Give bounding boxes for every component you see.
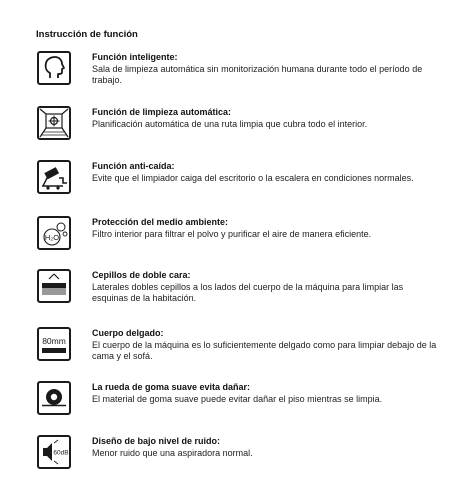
speaker-60db-icon: [37, 435, 71, 469]
feature-description: Menor ruido que una aspiradora normal.: [92, 447, 253, 458]
feature-description: Laterales dobles cepillos a los lados del cuerpo de la máquina para limpiar las esquinas de la habitación.: [92, 281, 404, 303]
feature-heading: Protección del medio ambiente:: [92, 217, 229, 227]
feature-description: Evite que el limpiador caiga del escritorio o la escalera en condiciones normales.: [92, 172, 414, 183]
ruler-80mm-icon: [37, 327, 71, 361]
feature-description: Sala de limpieza automática sin monitorización humana durante todo el período de trabajo.: [92, 63, 423, 85]
feature-heading: Cepillos de doble cara:: [92, 270, 191, 280]
h2o-bubbles-icon: [37, 216, 71, 250]
feature-heading: Función inteligente:: [92, 52, 178, 62]
feature-description: El cuerpo de la máquina es lo suficientemente delgado como para limpiar debajo de la cama y el sofá.: [92, 339, 437, 361]
noise-level-label: 60dB: [53, 449, 69, 457]
head-profile-icon: [37, 51, 71, 85]
feature-heading: Cuerpo delgado:: [92, 328, 164, 338]
feature-description: Planificación automática de una ruta limpia que cubra todo el interior.: [92, 118, 368, 129]
wheel-icon: [37, 381, 71, 415]
feature-heading: La rueda de goma suave evita dañar:: [92, 382, 251, 392]
feature-heading: Función anti-caída:: [92, 161, 175, 171]
feature-description: Filtro interior para filtrar el polvo y purificar el aire de manera eficiente.: [92, 228, 372, 239]
feature-heading: Función de limpieza automática:: [92, 107, 232, 117]
stairs-fall-icon: [37, 160, 71, 194]
brush-icon: [37, 269, 71, 303]
h2o-label: H₂O: [44, 233, 60, 242]
page-title: Instrucción de función: [36, 29, 138, 40]
room-target-icon: [37, 106, 71, 140]
feature-description: El material de goma suave puede evitar dañar el piso mientras se limpia.: [92, 393, 383, 404]
thickness-label: 80mm: [42, 336, 66, 346]
feature-heading: Diseño de bajo nivel de ruido:: [92, 436, 221, 446]
